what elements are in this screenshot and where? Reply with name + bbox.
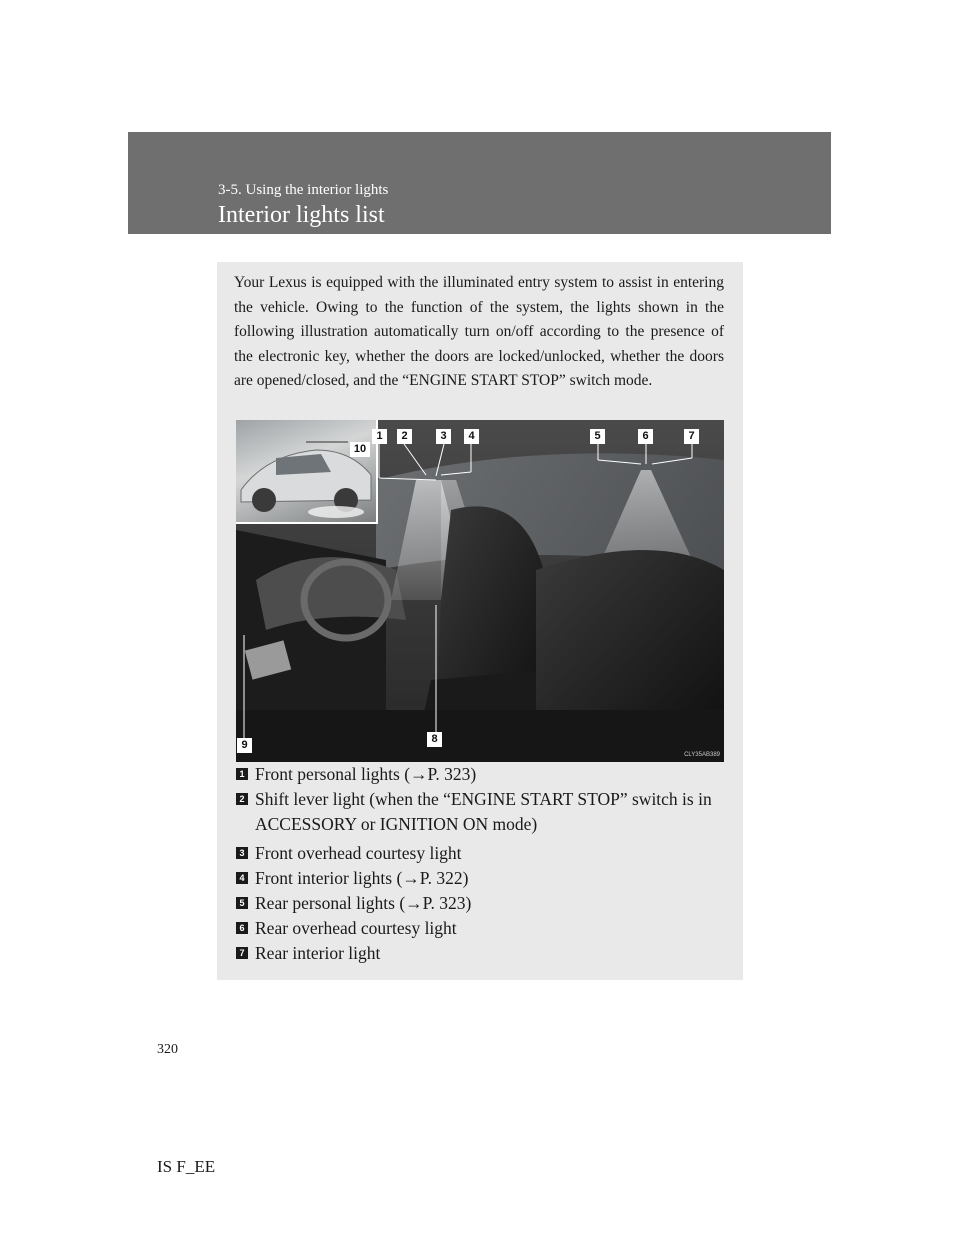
lights-list: [236, 762, 731, 966]
list-item-text: Front personal lights (→P. 323): [255, 764, 477, 784]
page-title: Interior lights list: [218, 202, 385, 228]
list-item-text: Shift lever light (when the “ENGINE START STOP” switch is in ACCESSORY or IGNITION ON mode): [255, 789, 712, 834]
list-item-text: Rear overhead courtesy light: [255, 918, 457, 938]
list-item: [236, 916, 731, 941]
callout-8: 8: [427, 732, 442, 747]
callout-9: 9: [237, 738, 252, 753]
page-number: 320: [157, 1042, 178, 1057]
car-exterior-inset: [236, 420, 378, 524]
callout-10: 10: [350, 442, 370, 457]
item-number-badge: 4: [236, 872, 248, 884]
callout-6: 6: [638, 429, 653, 444]
content-box: [217, 262, 743, 980]
interior-illustration: [236, 420, 724, 762]
footer-code: IS F_EE: [157, 1157, 216, 1176]
list-item: [236, 841, 731, 866]
callout-2: 2: [397, 429, 412, 444]
item-number-badge: 3: [236, 847, 248, 859]
callout-5: 5: [590, 429, 605, 444]
intro-paragraph: Your Lexus is equipped with the illuminated entry system to assist in entering the vehicle. Owing to the function of the system, the lights shown in the following illustration automatically turn on/off according to the presence of the electronic key, whether the doors are locked/unlocked, whether the doors are opened/closed, and the “ENGINE START STOP” switch mode.: [234, 274, 724, 389]
list-item: [236, 941, 731, 966]
section-label: 3-5. Using the interior lights: [218, 182, 389, 198]
list-item-text: Rear interior light: [255, 943, 381, 963]
list-item-text: Rear personal lights (→P. 323): [255, 893, 472, 913]
list-item-text: Front overhead courtesy light: [255, 843, 462, 863]
callout-3: 3: [436, 429, 451, 444]
item-number-badge: 7: [236, 947, 248, 959]
image-code: CLY35AB389: [684, 752, 720, 758]
item-number-badge: 5: [236, 897, 248, 909]
item-number-badge: 6: [236, 922, 248, 934]
list-item: [236, 762, 731, 787]
callout-4: 4: [464, 429, 479, 444]
list-item: [236, 866, 731, 891]
list-item: [236, 891, 731, 916]
item-number-badge: 1: [236, 768, 248, 780]
car-side-drawing: [236, 420, 376, 522]
list-item: [236, 787, 731, 837]
section-header: [128, 132, 831, 234]
callout-7: 7: [684, 429, 699, 444]
item-number-badge: 2: [236, 793, 248, 805]
callout-1: 1: [372, 429, 387, 444]
list-item-text: Front interior lights (→P. 322): [255, 868, 469, 888]
